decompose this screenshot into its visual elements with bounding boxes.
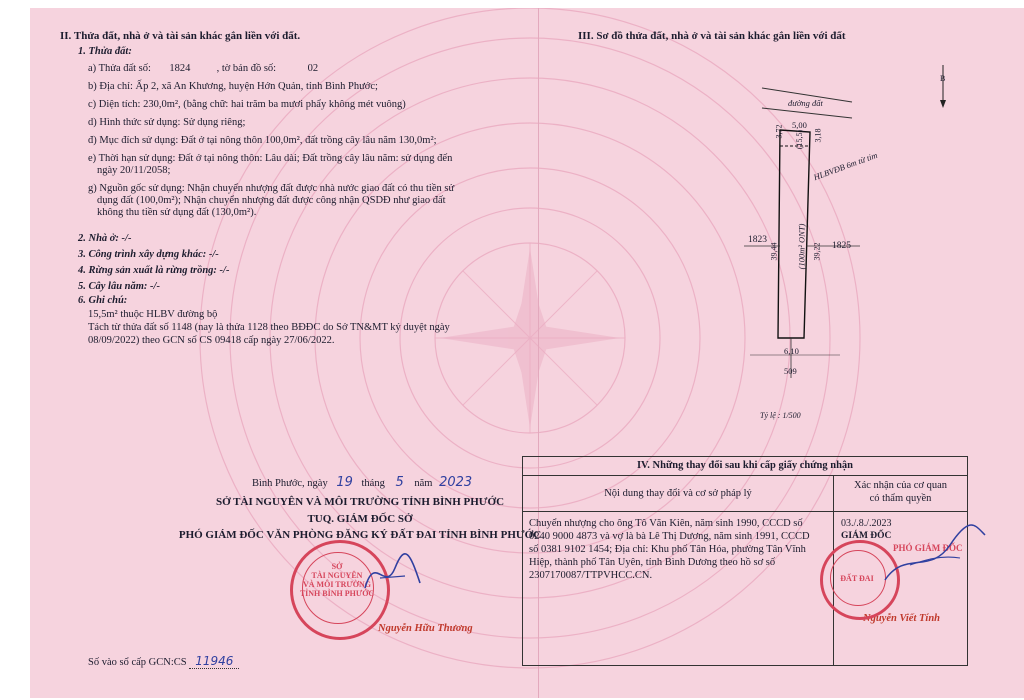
other-construction-heading: 3. Công trình xây dựng khác: -/- [78, 249, 219, 260]
registration-row [88, 655, 239, 669]
seal-right-text: ĐẤT ĐAI [840, 574, 874, 583]
neighbor-right: 1825 [832, 241, 851, 251]
dim-bottom: 6,10 [784, 346, 799, 356]
signing-authority: SỞ TÀI NGUYÊN VÀ MÔI TRƯỜNG TỈNH BÌNH PHƯỚC [215, 496, 505, 508]
seal-line3: VÀ MÔI TRƯỜNG [303, 580, 371, 589]
parcel-use-label: (100m² ONT) [796, 223, 807, 270]
notes-heading: 6. Ghi chú: [78, 295, 128, 306]
usage-form: d) Hình thức sử dụng: Sử dụng riêng; [88, 117, 246, 128]
date-year: 2023 [439, 475, 473, 490]
map-sheet-label: , tờ bản đồ số: [216, 63, 277, 74]
usage-term-line2: ngày 20/11/2058; [97, 165, 171, 176]
parcel-heading: 1. Thửa đất: [78, 46, 132, 57]
signer-name-left: Nguyễn Hữu Thương [378, 623, 473, 634]
change-entry-line1: Chuyển nhượng cho ông Tô Văn Kiên, năm sinh 1990, CCCD số [529, 518, 803, 529]
date-prefix: Bình Phước, ngày [252, 478, 328, 489]
neighbor-left: 1823 [748, 235, 767, 245]
date-month-label: tháng [361, 478, 385, 489]
seal-line2: TÀI NGUYÊN [311, 571, 363, 580]
area: c) Diện tích: 230,0m², (bằng chữ: hai trăm ba mươi phẩy không mét vuông) [88, 99, 406, 110]
hlbv-area: (15,5) [795, 129, 805, 150]
parcel-number-row [88, 62, 318, 75]
section-ii-title: II. Thửa đất, nhà ở và tài sản khác gắn liền với đất. [60, 30, 301, 42]
change-entry-line4: Hiệp, thành phố Tân Uyên, tỉnh Bình Dương theo hồ sơ số [529, 557, 776, 568]
dim-right: 39,22 [812, 242, 822, 261]
perennial-trees-heading: 5. Cây lâu năm: -/- [78, 281, 160, 292]
dim-right-top: 3,18 [813, 128, 823, 143]
stamp-role: PHÓ GIÁM ĐỐC [893, 543, 963, 553]
seal-line4: TỈNH BÌNH PHƯỚC [299, 589, 375, 598]
issue-date [252, 476, 472, 490]
date-year-label: năm [414, 478, 433, 489]
scale-label: Tỷ lệ : 1/500 [760, 411, 801, 420]
dim-top: 5,00 [792, 120, 807, 130]
confirm-signer: Nguyễn Viết Tính [863, 613, 941, 624]
road-label: đường đất [788, 98, 823, 108]
changes-col2-header-1: Xác nhận của cơ quan [853, 480, 947, 491]
section-iii-title: III. Sơ đồ thửa đất, nhà ở và tài sản khác gắn liền với đất [578, 30, 846, 42]
changes-col1-header: Nội dung thay đổi và cơ sở pháp lý [604, 488, 752, 499]
parcel-diagram [740, 60, 980, 420]
signing-position: PHÓ GIÁM ĐỐC VĂN PHÒNG ĐĂNG KÝ ĐẤT ĐAI TỈNH BÌNH PHƯỚC [178, 529, 542, 541]
changes-title: IV. Những thay đổi sau khi cấp giấy chứng nhận [523, 457, 967, 476]
neighbor-bottom: 509 [784, 366, 797, 376]
note-line3: 08/09/2022) theo GCN số CS 09418 cấp ngày 27/06/2022. [88, 335, 335, 346]
signature-right [880, 520, 990, 590]
signature-left [360, 548, 430, 598]
registration-number: 11946 [189, 654, 239, 669]
hlbv-label: HLBVĐB 6m từ tim [812, 149, 879, 183]
signing-tuq: TUQ. GIÁM ĐỐC SỞ [307, 513, 413, 525]
usage-purpose: đ) Mục đích sử dụng: Đất ở tại nông thôn 100,0m², đất trồng cây lâu năm 130,0m²; [88, 135, 437, 146]
address: b) Địa chỉ: Ấp 2, xã An Khương, huyện Hớn Quản, tỉnh Bình Phước; [88, 81, 378, 92]
house-heading: 2. Nhà ở: -/- [78, 233, 132, 244]
change-entry-line3: số 0381 9102 1454; Địa chỉ: Khu phố Tân Hóa, phường Tân Vĩnh [529, 544, 806, 555]
origin-line2: dụng đất (100,0m²); Nhận chuyển nhượng đất được công nhận QSDĐ như giao đất [97, 195, 446, 206]
changes-col2-header-2: có thẩm quyền [869, 493, 932, 504]
changes-header [523, 475, 967, 512]
date-month: 5 [395, 475, 404, 490]
change-entry-line2: 0240 9000 4873 và vợ là bà Lê Thị Dương, năm sinh 1991, CCCD [529, 531, 810, 542]
north-label: B [940, 74, 946, 83]
usage-term-line1: e) Thời hạn sử dụng: Đất ở tại nông thôn: Lâu dài; Đất trồng cây lâu năm: sử dụng đến [88, 153, 453, 164]
origin-line3: không thu tiền sử dụng đất (130,0m²). [97, 207, 257, 218]
plantation-forest-heading: 4. Rừng sản xuất là rừng trồng: -/- [78, 265, 230, 276]
map-sheet-number: 02 [307, 63, 319, 74]
origin-line1: g) Nguồn gốc sử dụng: Nhận chuyển nhượng đất được nhà nước giao đất có thu tiền sử [88, 183, 455, 194]
change-entry-line5: 2307170087/TTPVHCC.CN. [529, 570, 653, 581]
date-day: 19 [336, 475, 353, 490]
dim-left: 39,44 [769, 242, 779, 261]
confirm-date: 03./.8./.2023 [841, 518, 892, 529]
dim-left-top: 3,72 [774, 124, 784, 139]
seal-line1: SỞ [331, 562, 343, 571]
note-line2: Tách từ thửa đất số 1148 (nay là thửa 1128 theo BĐĐC do Sở TN&MT ký duyệt ngày [88, 322, 450, 333]
note-line1: 15,5m² thuộc HLBV đường bộ [88, 309, 218, 320]
parcel-number: 1824 [169, 63, 191, 74]
confirm-role: GIÁM ĐỐC [841, 531, 892, 541]
parcel-number-label: a) Thửa đất số: [88, 63, 151, 74]
registration-label: Số vào sổ cấp GCN:CS [88, 657, 187, 668]
